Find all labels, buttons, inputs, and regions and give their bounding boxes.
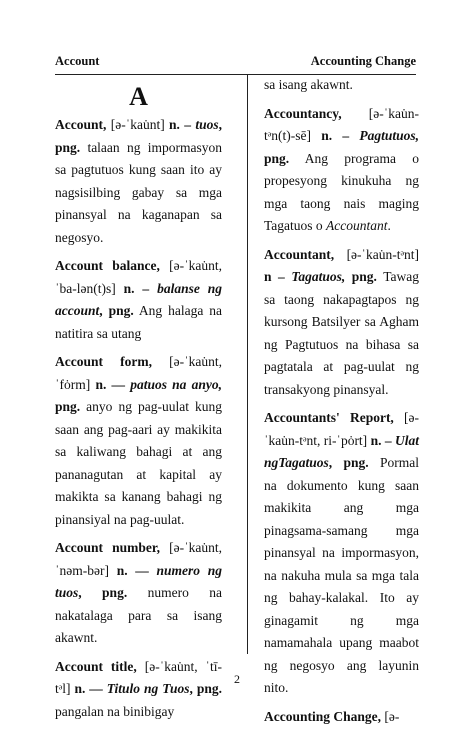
entry-term: Account, [55, 117, 107, 132]
entry-pos-tl: , png. [55, 117, 222, 155]
dictionary-entry [55, 656, 222, 724]
entry-translation: balanse ng account [55, 280, 222, 318]
entry-pos-tl: , png. [99, 303, 134, 318]
entry-pos-tl: png. [345, 269, 377, 284]
entry-pos: n – [264, 269, 292, 284]
entry-translation: patuos na anyo, [130, 376, 223, 392]
entry-definition-end: . [387, 218, 391, 233]
entry-translation: Tagatuos, [291, 269, 346, 284]
entry-pronunciation: [ə-ˈkau̇n-tᵊnt] [334, 246, 419, 262]
entry-pronunciation: [ə-ˈkau̇n-tᵊnt, ri-ˈpȯrt] [264, 410, 419, 448]
entry-pos: n. — [116, 562, 157, 578]
entry-term: Accountants' Report, [264, 410, 394, 425]
entry-translation: tuos [195, 117, 219, 132]
dictionary-entry [55, 114, 222, 249]
entry-pronunciation: [ə-ˈkau̇nt, ˈnəm-bər] [55, 540, 222, 578]
entry-pos: n. — [74, 681, 107, 696]
entry-term: Accounting Change, [264, 708, 382, 724]
entry-term: Account form, [55, 354, 152, 369]
entry-pos: n. – [370, 432, 395, 448]
entry-definition: pangalan na binibigay [55, 703, 175, 719]
entry-pos: n. – [169, 117, 196, 132]
left-column [55, 74, 222, 729]
entry-translation: Titulo ng Tuos [106, 681, 190, 696]
column-divider [247, 74, 248, 654]
entry-pronunciation: [ə-ˈkau̇nt] [106, 117, 170, 132]
entry-term: Accountant, [264, 246, 335, 262]
running-header-left: Account [55, 54, 100, 68]
entry-pronunciation: [ə- [381, 708, 400, 724]
dictionary-entry [264, 244, 419, 402]
section-letter: A [129, 82, 148, 111]
dictionary-entry [55, 255, 222, 345]
entry-translation: numero ng tuos [55, 562, 223, 600]
entry-pos: n. – [123, 280, 158, 296]
right-column [264, 74, 419, 734]
entry-pronunciation: [ə-ˈkau̇nt, ˈfȯrm] [55, 354, 222, 392]
entry-definition: Ang halaga na natitira sa utang [55, 303, 222, 341]
entry-pronunciation: [ə-ˈkau̇nt, ˈtī-tᵊl] [55, 658, 223, 696]
entry-translation: Pagtutuos, [359, 128, 419, 143]
running-header-right: Accounting Change [310, 54, 416, 68]
entry-pos-tl: , png. [78, 585, 128, 600]
dictionary-entry [55, 537, 222, 650]
dictionary-entry [55, 351, 222, 531]
page-number: 2 [234, 672, 240, 686]
entry-pos-tl: png. [55, 399, 81, 414]
dictionary-entry [264, 103, 419, 238]
entry-definition-italic: Accountant [326, 218, 388, 233]
entry-term: Account title, [55, 658, 137, 674]
entry-definition: Tawag sa taong nakapagtapos ng kursong Batsilyer sa Agham ng Pagtutuos na bihasa sa pagtatala at pag-uulat ng transakyong pinansyal. [264, 269, 419, 397]
entry-pos-tl: , png. [328, 455, 369, 470]
entry-term: Account balance, [55, 258, 160, 273]
entry-definition: Ang programa o propesyong kinukuha ng mga taong nais maging Tagatuos o [264, 150, 419, 233]
entry-pronunciation: [ə-ˈkau̇nt, ˈba-lən(t)s] [55, 258, 222, 296]
entry-pos-tl: , png. [189, 681, 222, 696]
entry-pos-tl: png. [264, 150, 290, 166]
entry-pos: n. – [321, 128, 360, 143]
entry-continuation: sa isang akawnt. [264, 77, 353, 92]
entry-translation: Ulat ngTagatuos [264, 432, 419, 470]
entry-definition: anyo ng pag-uulat kung saan ang pag-aari ay makikita sa kaliwang bahagi at ang pananagutan at kapital ay makikta sa kanang bahagi ng pinansiyal na pag-uulat. [55, 399, 222, 527]
entry-pos: n. — [95, 376, 131, 392]
dictionary-entry [264, 407, 419, 700]
entry-term: Account number, [55, 540, 161, 555]
entry-term: Accountancy, [264, 105, 342, 121]
entry-definition: talaan ng impormasyon sa pagtutuos kung saan ito ay nagsisilbing gabay sa mga pinansyal na kaganapan sa negosyo. [55, 139, 222, 245]
entry-pronunciation: [ə-ˈkau̇n-tᵊn(t)-sē] [264, 105, 419, 143]
entry-definition: numero na nakatalaga para sa isang akawnt. [55, 585, 222, 645]
dictionary-entry [264, 706, 419, 729]
entry-definition: Pormal na dokumento kung saan makikita ang mga pinagsama-samang mga pinansyal na impormasyon, na nakuha mula sa mga tala ng bahay-kalakal. Ito ay ginagamit ng mga namamahala upang maabot ng negosyo ang layunin nito. [264, 455, 419, 695]
